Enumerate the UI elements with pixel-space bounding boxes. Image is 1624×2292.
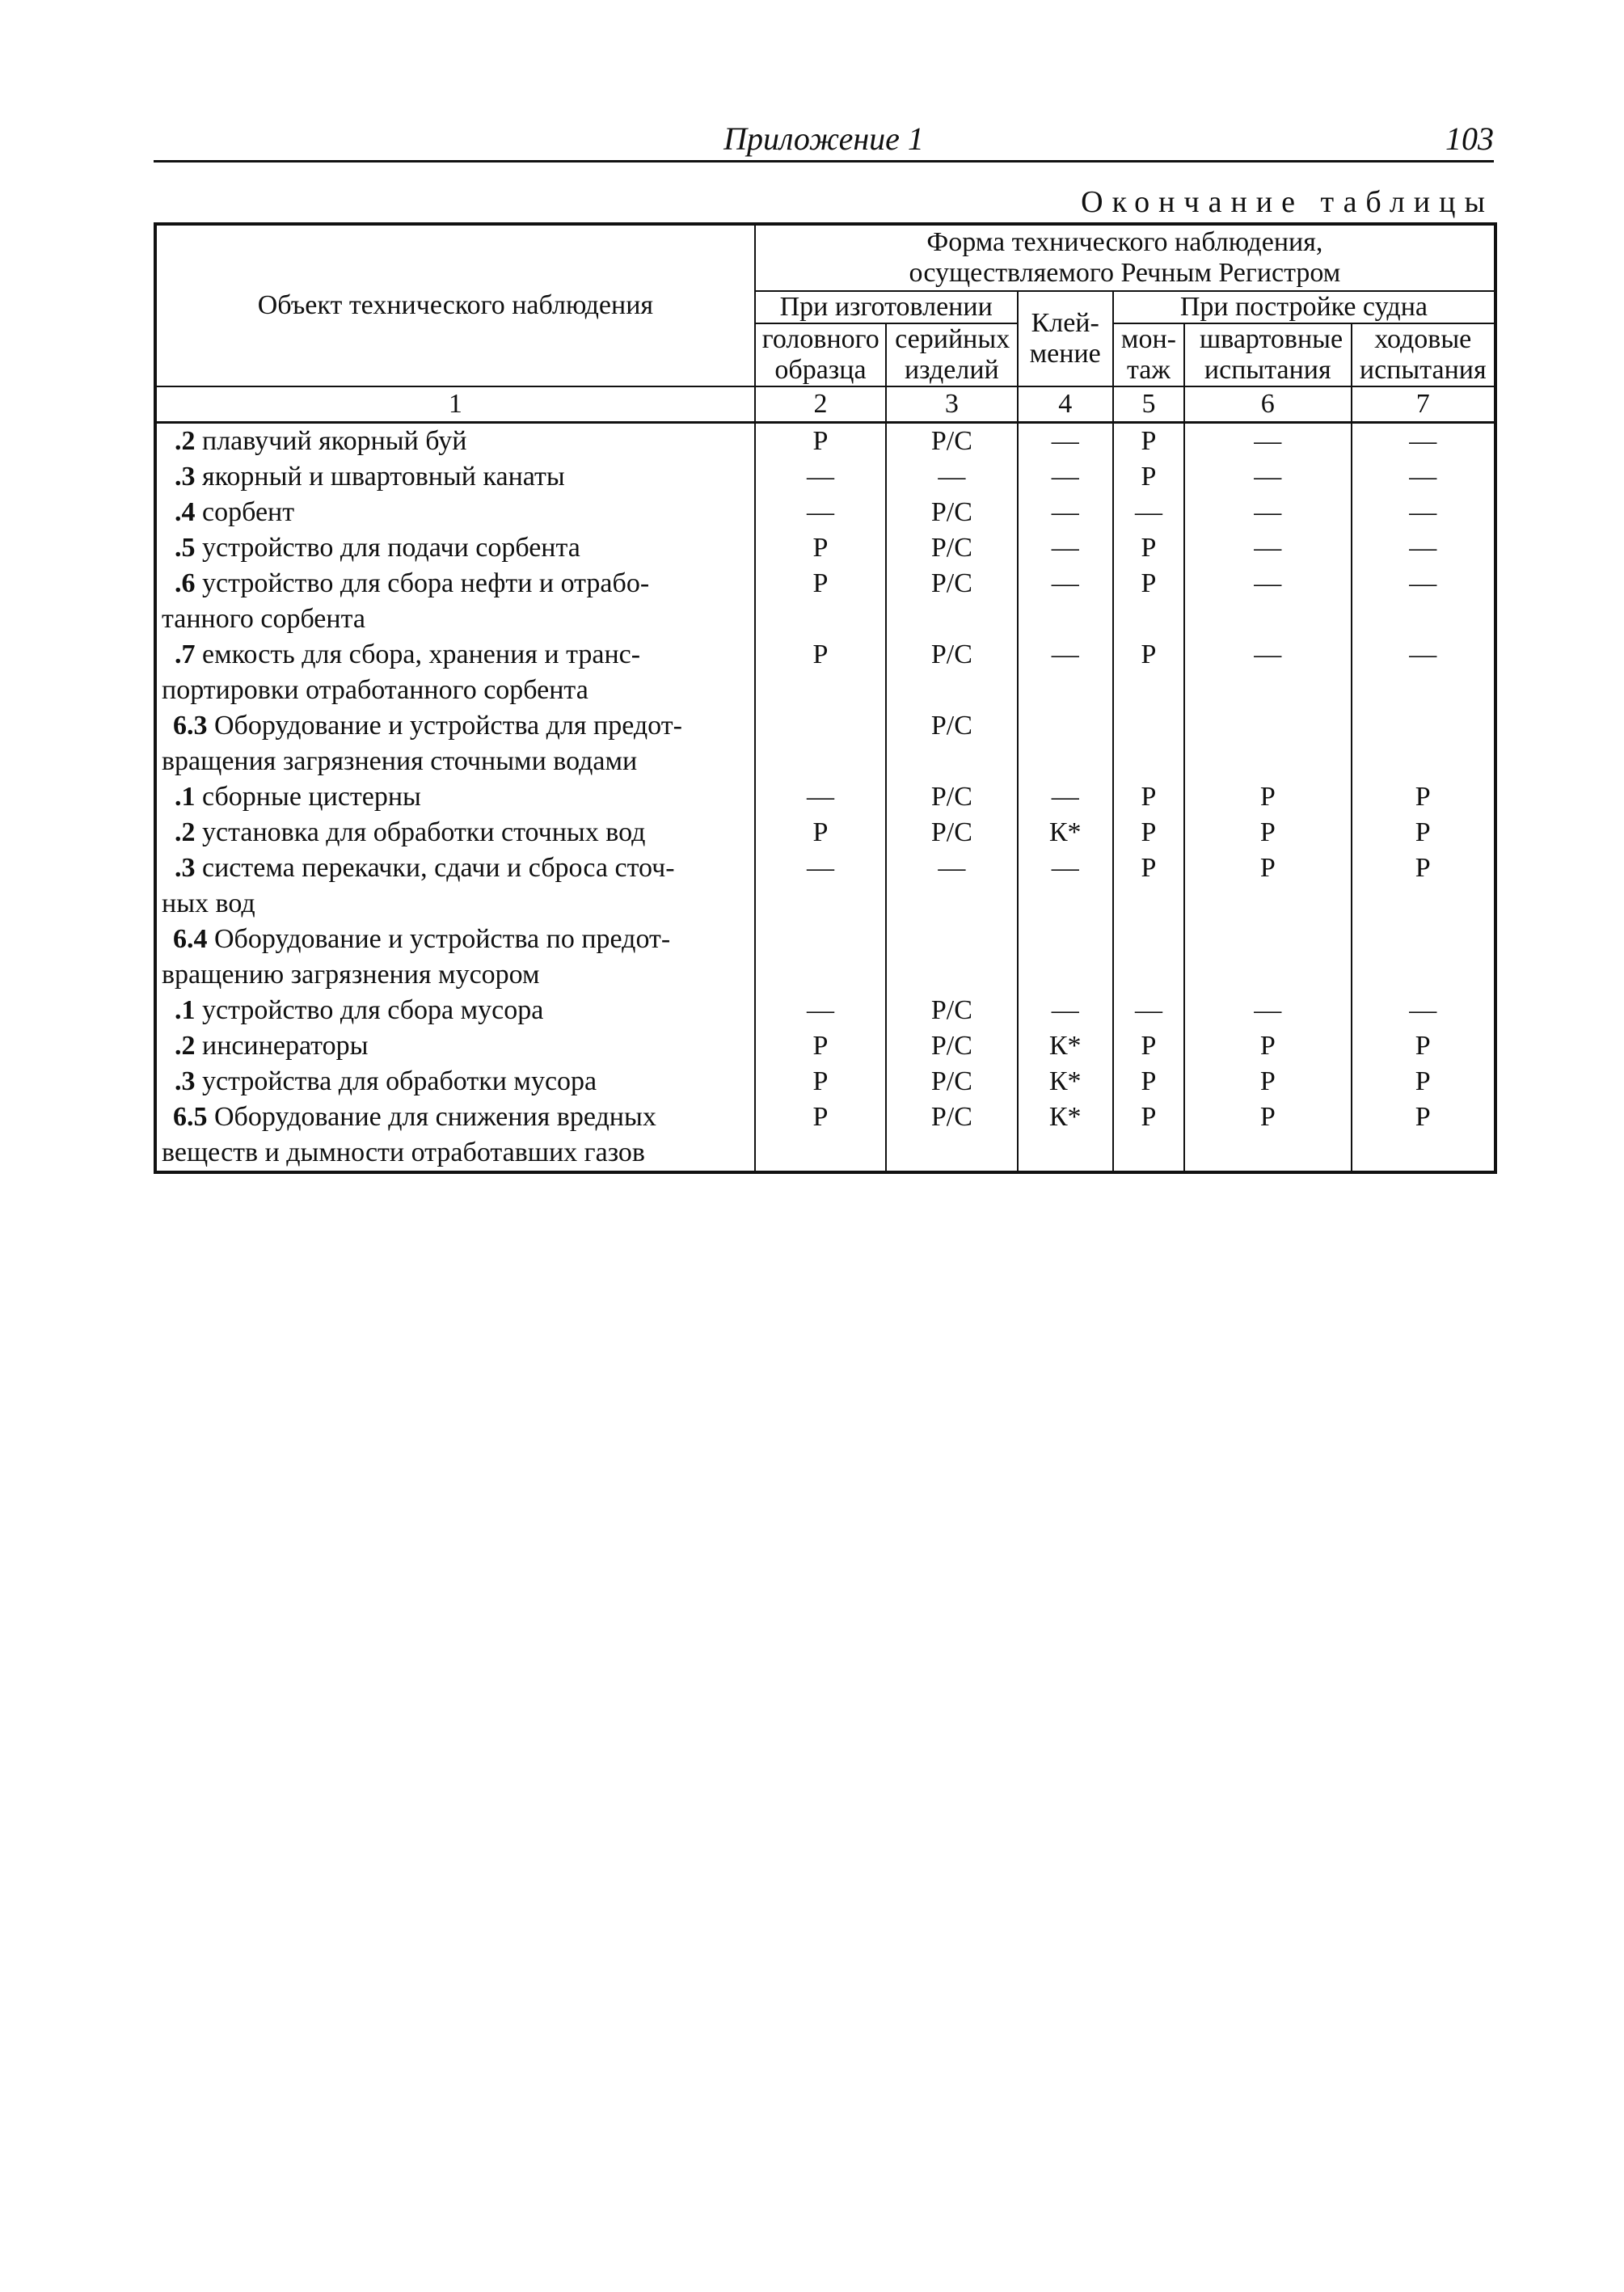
column-number: 1 bbox=[155, 386, 755, 423]
row-object bbox=[155, 993, 755, 1028]
row-cell: — bbox=[1018, 423, 1113, 460]
row-text-continuation: веществ и дымности отработавших газов bbox=[162, 1138, 645, 1167]
row-text: якорный и швартовный канаты bbox=[202, 462, 565, 492]
row-number: .2 bbox=[175, 817, 196, 847]
table-row bbox=[155, 566, 1495, 637]
row-object bbox=[155, 779, 755, 815]
row-text: устройство для подачи сорбента bbox=[202, 533, 580, 563]
row-text: система перекачки, сдачи и сброса сточ- bbox=[202, 853, 675, 883]
table-row bbox=[155, 1100, 1495, 1172]
row-number: .6 bbox=[175, 568, 196, 598]
row-cell: Р bbox=[1113, 637, 1184, 708]
running-header bbox=[154, 118, 1494, 163]
row-text: инсинераторы bbox=[202, 1031, 369, 1061]
row-object bbox=[155, 851, 755, 922]
row-cell: К* bbox=[1018, 1064, 1113, 1100]
row-text: Оборудование и устройства по предот- bbox=[214, 924, 671, 954]
row-cell: — bbox=[755, 779, 886, 815]
row-cell bbox=[755, 708, 886, 779]
row-cell: Р/С bbox=[886, 993, 1017, 1028]
row-cell: — bbox=[1184, 566, 1351, 637]
table-row bbox=[155, 495, 1495, 530]
column-number: 4 bbox=[1018, 386, 1113, 423]
header-sea-trials: ходовые испытания bbox=[1352, 323, 1495, 386]
row-cell: Р bbox=[1113, 1028, 1184, 1064]
row-cell: — bbox=[1018, 779, 1113, 815]
row-object-line bbox=[162, 993, 751, 1028]
row-object-line bbox=[162, 530, 751, 566]
row-object bbox=[155, 530, 755, 566]
row-cell: Р bbox=[755, 566, 886, 637]
row-cell: — bbox=[1352, 566, 1495, 637]
row-cell: Р bbox=[1113, 1100, 1184, 1172]
row-object bbox=[155, 1064, 755, 1100]
row-cell: — bbox=[1018, 566, 1113, 637]
table-row bbox=[155, 423, 1495, 460]
row-cell: — bbox=[1184, 423, 1351, 460]
row-number: .2 bbox=[175, 426, 196, 456]
row-cell: — bbox=[755, 495, 886, 530]
row-cell: — bbox=[1018, 851, 1113, 922]
row-cell: — bbox=[1352, 495, 1495, 530]
row-object-line bbox=[162, 637, 751, 673]
row-cell: Р bbox=[755, 1100, 886, 1172]
row-cell: Р/С bbox=[886, 779, 1017, 815]
table-caption: Окончание таблицы bbox=[1081, 185, 1494, 219]
row-cell: Р/С bbox=[886, 708, 1017, 779]
row-cell: Р bbox=[1352, 779, 1495, 815]
row-cell bbox=[1352, 708, 1495, 779]
row-object-line bbox=[162, 708, 751, 744]
row-cell: — bbox=[1352, 993, 1495, 1028]
column-number: 7 bbox=[1352, 386, 1495, 423]
row-text: емкость для сбора, хранения и транс- bbox=[202, 639, 641, 669]
row-cell: Р bbox=[1113, 779, 1184, 815]
row-object-line bbox=[162, 815, 751, 851]
row-number: .4 bbox=[175, 497, 196, 527]
row-cell: Р bbox=[755, 1064, 886, 1100]
row-text: устройство для сбора мусора bbox=[202, 995, 544, 1025]
row-cell: — bbox=[1018, 459, 1113, 495]
row-cell: — bbox=[1352, 423, 1495, 460]
row-cell: Р bbox=[1113, 530, 1184, 566]
row-object-line bbox=[162, 495, 751, 530]
table-row bbox=[155, 815, 1495, 851]
row-cell bbox=[1113, 708, 1184, 779]
row-cell bbox=[1018, 708, 1113, 779]
row-object bbox=[155, 495, 755, 530]
row-cell: Р/С bbox=[886, 815, 1017, 851]
row-cell: Р bbox=[1113, 566, 1184, 637]
table-row bbox=[155, 530, 1495, 566]
row-number: 6.4 bbox=[173, 924, 208, 954]
section-title: Приложение 1 bbox=[723, 120, 924, 157]
row-object-line bbox=[162, 1028, 751, 1064]
row-cell: — bbox=[1184, 530, 1351, 566]
row-cell: Р/С bbox=[886, 637, 1017, 708]
row-cell bbox=[755, 922, 886, 993]
row-cell: — bbox=[1018, 993, 1113, 1028]
row-object-line bbox=[162, 851, 751, 886]
table-row bbox=[155, 1064, 1495, 1100]
row-object-line bbox=[162, 1064, 751, 1100]
row-number: 6.3 bbox=[173, 711, 208, 741]
column-number: 3 bbox=[886, 386, 1017, 423]
row-cell: — bbox=[755, 459, 886, 495]
row-cell: — bbox=[1018, 530, 1113, 566]
row-object bbox=[155, 922, 755, 993]
table-row bbox=[155, 459, 1495, 495]
table-row bbox=[155, 993, 1495, 1028]
table-row bbox=[155, 851, 1495, 922]
header-lead-sample: головного образца bbox=[755, 323, 886, 386]
row-number: .7 bbox=[175, 639, 196, 669]
column-number: 2 bbox=[755, 386, 886, 423]
row-cell: Р/С bbox=[886, 530, 1017, 566]
row-cell: Р bbox=[1184, 1100, 1351, 1172]
row-cell: К* bbox=[1018, 1100, 1113, 1172]
row-cell: Р bbox=[1113, 851, 1184, 922]
row-number: .5 bbox=[175, 533, 196, 563]
row-text-continuation: ных вод bbox=[162, 889, 255, 918]
row-text-continuation: вращения загрязнения сточными водами bbox=[162, 746, 638, 776]
row-cell: Р/С bbox=[886, 423, 1017, 460]
row-text: сборные цистерны bbox=[202, 782, 421, 812]
row-cell: Р bbox=[1352, 1028, 1495, 1064]
row-cell: — bbox=[1352, 637, 1495, 708]
table-row bbox=[155, 637, 1495, 708]
table-row bbox=[155, 922, 1495, 993]
table-row bbox=[155, 779, 1495, 815]
row-cell: Р bbox=[755, 423, 886, 460]
row-object-line bbox=[162, 566, 751, 601]
row-cell: — bbox=[886, 459, 1017, 495]
row-cell bbox=[1113, 922, 1184, 993]
row-cell bbox=[1018, 922, 1113, 993]
row-cell: — bbox=[1018, 637, 1113, 708]
row-cell: К* bbox=[1018, 1028, 1113, 1064]
row-cell bbox=[886, 922, 1017, 993]
row-cell: Р bbox=[755, 815, 886, 851]
row-cell: — bbox=[1184, 459, 1351, 495]
row-cell: Р bbox=[1113, 423, 1184, 460]
row-text: Оборудование и устройства для предот- bbox=[214, 711, 682, 741]
row-cell: — bbox=[1184, 993, 1351, 1028]
row-cell bbox=[1352, 922, 1495, 993]
supervision-table bbox=[154, 222, 1497, 1174]
header-marking: Клей-мение bbox=[1018, 291, 1113, 386]
header-serial-products: серийных изделий bbox=[886, 323, 1017, 386]
row-text: Оборудование для снижения вредных bbox=[214, 1102, 656, 1132]
row-object-line bbox=[162, 1100, 751, 1135]
row-cell: — bbox=[1352, 459, 1495, 495]
row-cell: Р/С bbox=[886, 495, 1017, 530]
row-object-line bbox=[162, 779, 751, 815]
row-cell: Р bbox=[1352, 1064, 1495, 1100]
row-number: .3 bbox=[175, 1066, 196, 1096]
row-object-line bbox=[162, 922, 751, 957]
row-text: плавучий якорный буй bbox=[202, 426, 467, 456]
row-cell: — bbox=[1184, 495, 1351, 530]
row-cell: Р/С bbox=[886, 1028, 1017, 1064]
table-body bbox=[155, 423, 1495, 1173]
column-number: 5 bbox=[1113, 386, 1184, 423]
header-mooring-tests: швартовные испытания bbox=[1184, 323, 1351, 386]
row-cell: Р bbox=[1184, 779, 1351, 815]
row-cell: Р bbox=[755, 530, 886, 566]
row-object bbox=[155, 815, 755, 851]
row-text: сорбент bbox=[202, 497, 295, 527]
row-object-line bbox=[162, 424, 751, 459]
row-cell: Р bbox=[1352, 1100, 1495, 1172]
header-form: Форма технического наблюдения, осуществляемого Речным Регистром bbox=[755, 224, 1495, 291]
row-cell: — bbox=[1113, 495, 1184, 530]
row-cell: Р bbox=[1184, 1028, 1351, 1064]
row-cell: Р bbox=[1184, 851, 1351, 922]
row-text: устройство для сбора нефти и отрабо- bbox=[202, 568, 650, 598]
row-text-continuation: танного сорбента bbox=[162, 604, 365, 634]
row-object bbox=[155, 459, 755, 495]
header-manufacturing: При изготовлении bbox=[755, 291, 1018, 323]
row-object bbox=[155, 1100, 755, 1172]
row-number: .2 bbox=[175, 1031, 196, 1061]
row-object bbox=[155, 637, 755, 708]
header-installation: мон-таж bbox=[1113, 323, 1184, 386]
row-object bbox=[155, 566, 755, 637]
row-number: .3 bbox=[175, 853, 196, 883]
column-number-row bbox=[155, 386, 1495, 423]
row-cell: Р bbox=[755, 1028, 886, 1064]
row-cell: Р bbox=[1113, 815, 1184, 851]
row-text: устройства для обработки мусора bbox=[202, 1066, 597, 1096]
page-number: 103 bbox=[1445, 120, 1494, 157]
row-cell: Р/С bbox=[886, 566, 1017, 637]
row-number: .1 bbox=[175, 782, 196, 812]
row-cell bbox=[1184, 708, 1351, 779]
row-text-continuation: портировки отработанного сорбента bbox=[162, 675, 588, 705]
row-cell: — bbox=[1018, 495, 1113, 530]
row-cell: — bbox=[1113, 993, 1184, 1028]
row-cell: Р/С bbox=[886, 1100, 1017, 1172]
header-construction: При постройке судна bbox=[1113, 291, 1495, 323]
row-number: .1 bbox=[175, 995, 196, 1025]
row-cell: Р bbox=[755, 637, 886, 708]
table-row bbox=[155, 1028, 1495, 1064]
row-cell: — bbox=[755, 851, 886, 922]
row-cell: Р bbox=[1113, 459, 1184, 495]
column-number: 6 bbox=[1184, 386, 1351, 423]
row-cell: Р bbox=[1352, 815, 1495, 851]
row-text: установка для обработки сточных вод bbox=[202, 817, 646, 847]
row-object bbox=[155, 708, 755, 779]
table-row bbox=[155, 708, 1495, 779]
row-cell: — bbox=[755, 993, 886, 1028]
row-object bbox=[155, 1028, 755, 1064]
row-cell: К* bbox=[1018, 815, 1113, 851]
row-cell: — bbox=[886, 851, 1017, 922]
row-cell: Р bbox=[1352, 851, 1495, 922]
header-object: Объект технического наблюдения bbox=[155, 224, 755, 386]
row-cell bbox=[1184, 922, 1351, 993]
row-cell: Р/С bbox=[886, 1064, 1017, 1100]
row-object-line bbox=[162, 459, 751, 495]
row-cell: Р bbox=[1184, 815, 1351, 851]
row-number: .3 bbox=[175, 462, 196, 492]
row-cell: Р bbox=[1184, 1064, 1351, 1100]
row-cell: — bbox=[1184, 637, 1351, 708]
row-cell: — bbox=[1352, 530, 1495, 566]
row-text-continuation: вращению загрязнения мусором bbox=[162, 960, 540, 990]
row-number: 6.5 bbox=[173, 1102, 208, 1132]
row-cell: Р bbox=[1113, 1064, 1184, 1100]
row-object bbox=[155, 423, 755, 460]
